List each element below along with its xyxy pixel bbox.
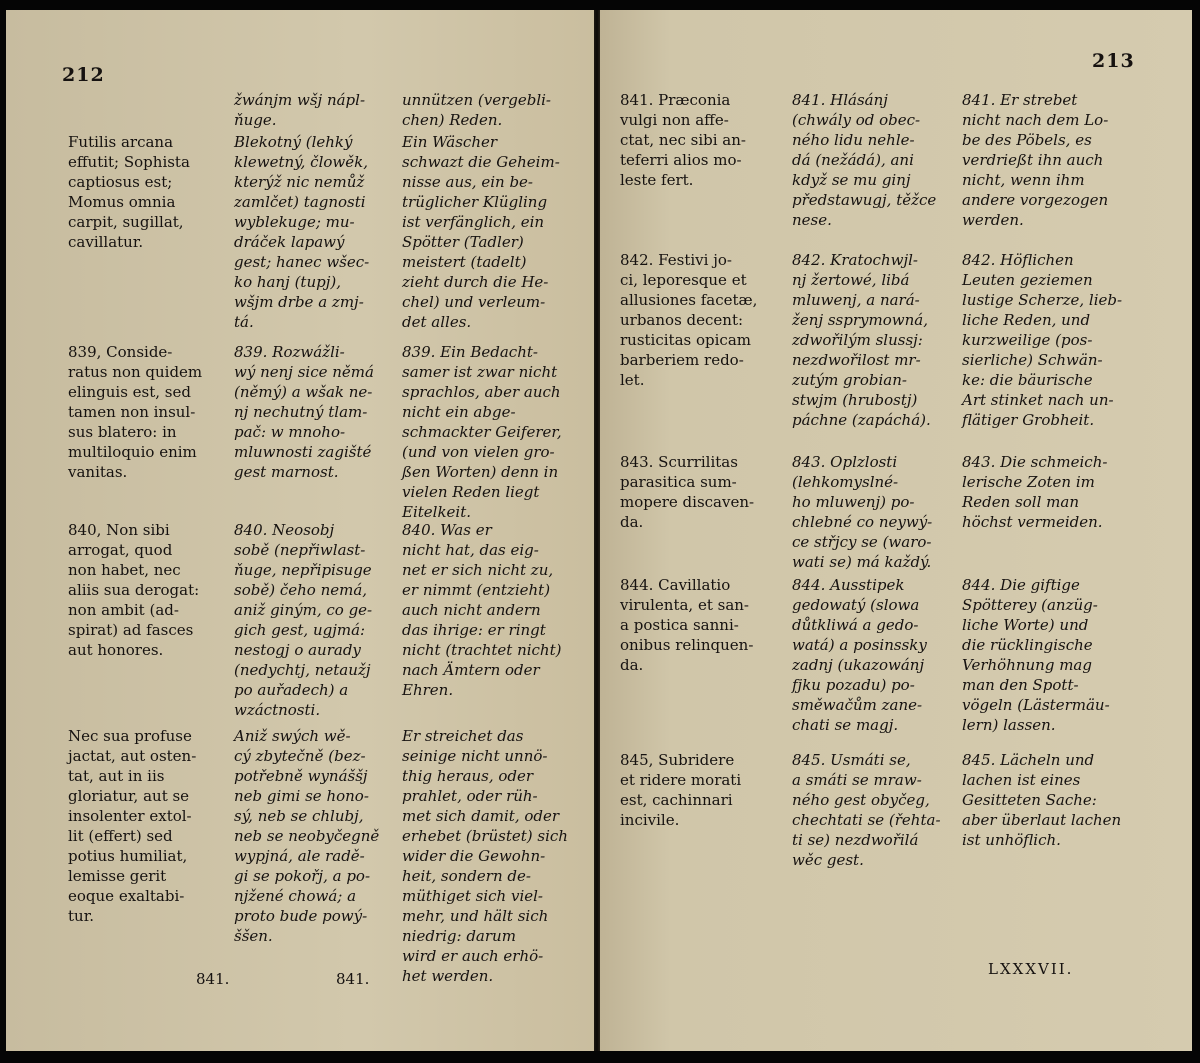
entry-842 bbox=[600, 250, 1192, 440]
german-text: Ein Wäscher schwazt die Geheim- nisse aus, ein be- trüglicher Klügling ist verfänglich, ein Spötter (Tadler) meistert (tadelt) zieht durch die He- chel) und verleum- det alles. bbox=[402, 133, 560, 331]
german-text: 845. Lächeln und lachen ist eines Gesitteten Sache: aber überlaut lachen ist unhöflich. bbox=[962, 751, 1122, 849]
german-text: 839. Ein Bedacht- samer ist zwar nicht sprachlos, aber auch nicht ein abge- schmackter Geiferer, (und von vielen gro- ßen Worten) denn in vielen Reden liegt Eitelkeit. bbox=[402, 343, 562, 521]
page-number: 212 bbox=[62, 64, 105, 86]
entry-840-continued bbox=[6, 726, 594, 988]
entry-840 bbox=[6, 520, 594, 730]
latin-text: Nec sua profuse jactat, aut osten- tat, aut in iis gloriatur, aut se insolenter extol- lit (effert) sed potius humiliat, lemisse gerit eoque exaltabi- tur. bbox=[68, 727, 197, 925]
latin-text: 840, Non sibi arrogat, quod non habet, nec aliis sua derogat: non ambit (ad- spirat) ad fasces aut honores. bbox=[68, 521, 200, 659]
latin-text: Futilis arcana effutit; Sophista captiosus est; Momus omnia carpit, sugillat, cavillatur. bbox=[68, 133, 190, 251]
latin-text: 843. Scurrilitas parasitica sum- mopere discaven- da. bbox=[620, 453, 755, 531]
czech-text: 841. Hlásánj (chwály od obec- ného lidu nehle- dá (nežádá), ani když se mu ginj předstawugj, těžce nese. bbox=[792, 91, 937, 229]
entry-839 bbox=[6, 342, 594, 522]
left-page bbox=[6, 10, 594, 1051]
czech-text: Aniž swých wě- cý zbytečně (bez- potřebně wynáššj neb gimi se hono- sý, neb se chlubj, neb se neobyčegně wypjná, ale radě- gi se pokořj, a po- njžené chowá; a proto bude powý- ššen. bbox=[234, 727, 380, 945]
czech-text: Blekotný (lehký klewetný, člowěk, kterýž nic nemůž zamlčet) tagnosti wyblekuge; mu- dráček lapawý gest; hanec wšec- ko hanj (tupj), wšjm drbe a zmj- tá. bbox=[234, 133, 370, 331]
czech-text: 842. Kratochwjl- nj žertowé, libá mluwenj, a nará- ženj ssprymowná, zdwořilým slussj: nezdwořilost mr- zutým grobian- stwjm (hrubostj) páchne (zapáchá). bbox=[792, 251, 931, 429]
catchword-czech: 841. bbox=[336, 970, 370, 988]
entry-845 bbox=[600, 750, 1192, 880]
signature-mark: LXXXVII. bbox=[988, 960, 1074, 978]
german-text: 843. Die schmeich- lerische Zoten im Reden soll man höchst vermeiden. bbox=[962, 453, 1108, 531]
latin-text: 844. Cavillatio virulenta, et san- a postica sanni- onibus relinquen- da. bbox=[620, 576, 754, 674]
latin-text: 839, Conside- ratus non quidem elinguis est, sed tamen non insul- sus blatero: in multiloquio enim vanitas. bbox=[68, 343, 203, 481]
german-text: 841. Er strebet nicht nach dem Lo- be des Pöbels, es verdrießt ihn auch nicht, wenn ihm andere vorgezogen werden. bbox=[962, 91, 1109, 229]
czech-text: žwánjm wšj nápl- ňuge. bbox=[234, 91, 366, 129]
latin-text: 841. Præconia vulgi non affe- ctat, nec sibi an- teferri alios mo- leste fert. bbox=[620, 91, 746, 189]
entry-838 bbox=[6, 132, 594, 342]
entry-841 bbox=[600, 90, 1192, 240]
german-text: 844. Die giftige Spötterey (anzüg- liche Worte) und die rücklingische Verhöhnung mag man den Spott- vögeln (Lästermäu- lern) lassen. bbox=[962, 576, 1110, 734]
german-text: unnützen (vergebli- chen) Reden. bbox=[402, 91, 551, 129]
german-text: Er streichet das seinige nicht unnö- thig heraus, oder prahlet, oder rüh- met sich damit, oder erhebet (brüstet) sich wider die Gewohn- heit, sondern de- müthiget sich viel- mehr, und hält sich niedrig: darum wird er auch erhö- het werden. bbox=[402, 727, 568, 985]
czech-text: 845. Usmáti se, a smáti se mraw- ného gest obyčeg, chechtati se (řehta- ti se) nezdwořilá wěc gest. bbox=[792, 751, 941, 869]
german-text: 842. Höflichen Leuten geziemen lustige Scherze, lieb- liche Reden, und kurzweilige (pos- sierliche) Schwän- ke: die bäurische Art stinket nach un- flätiger Grobheit. bbox=[962, 251, 1123, 429]
czech-text: 839. Rozwážli- wý nenj sice němá (němý) a wšak ne- nj nechutný tlam- pač: w mnoho- mluwnosti zagišté gest marnost. bbox=[234, 343, 374, 481]
latin-text: 845, Subridere et ridere morati est, cachinnari incivile. bbox=[620, 751, 742, 829]
german-text: 840. Was er nicht hat, das eig- net er sich nicht zu, er nimmt (entzieht) auch nicht andern das ihrige: er ringt nicht (trachtet nicht) nach Ämtern oder Ehren. bbox=[402, 521, 562, 699]
czech-text: 844. Ausstipek gedowatý (slowa důtkliwá a gedo- watá) a posinssky zadnj (ukazowánj fjku pozadu) po- směwačům zane- chati se magj. bbox=[792, 576, 927, 734]
catchword-latin: 841. bbox=[196, 970, 230, 988]
czech-text: 843. Oplzlosti (lehkomyslné- ho mluwenj) po- chlebné co neywý- ce střjcy se (waro- wati se) má každý. bbox=[792, 453, 933, 571]
latin-text: 842. Festivi jo- ci, leporesque et allusiones facetæ, urbanos decent: rusticitas opicam barberiem redo- let. bbox=[620, 251, 758, 389]
entry-844 bbox=[600, 575, 1192, 740]
right-page bbox=[600, 10, 1192, 1051]
czech-text: 840. Neosobj sobě (nepřiwlast- ňuge, nepřipisuge sobě) čeho nemá, aniž giným, co ge- gich gest, ugjmá: nestogj o aurady (nedychtj, netaužj po auřadech) a wzáctnosti. bbox=[234, 521, 373, 719]
entry-843 bbox=[600, 452, 1192, 577]
page-number: 213 bbox=[1092, 50, 1135, 72]
